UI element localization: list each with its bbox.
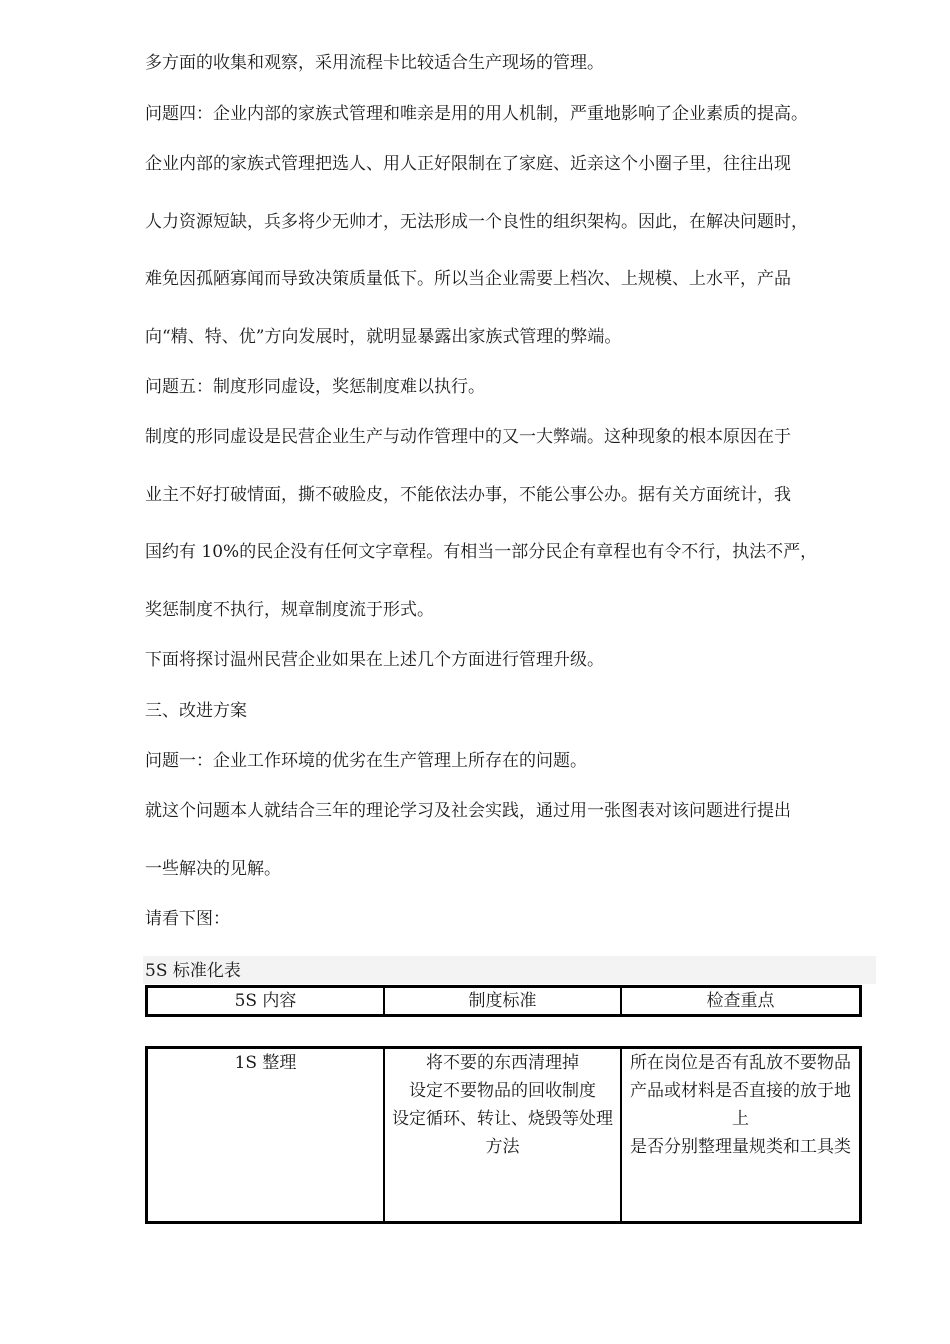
paragraph-line: 国约有 10%的民企没有任何文字章程。有相当一部分民企有章程也有令不行，执法不严， — [145, 542, 818, 562]
standard-table-header — [145, 985, 862, 1017]
paragraph-line: 企业内部的家族式管理把选人、用人正好限制在了家庭、近亲这个小圈子里，往往出现 — [145, 154, 791, 174]
paragraph-line: 奖惩制度不执行，规章制度流于形式。 — [145, 600, 434, 620]
paragraph-line: 制度的形同虚设是民营企业生产与动作管理中的又一大弊端。这种现象的根本原因在于 — [145, 427, 791, 447]
paragraph-line: 人力资源短缺，兵多将少无帅才，无法形成一个良性的组织架构。因此，在解决问题时， — [145, 212, 808, 232]
cell-standard: 将不要的东西清理掉 设定不要物品的回收制度 设定循环、转让、烧毁等处理方法 — [384, 1048, 621, 1222]
column-header-content: 5S 内容 — [147, 987, 384, 1015]
paragraph-line: 请看下图： — [145, 909, 230, 929]
paragraph-line: 多方面的收集和观察，采用流程卡比较适合生产现场的管理。 — [145, 53, 604, 73]
table-caption: 5S 标准化表 — [145, 961, 241, 981]
cell-5s-content: 1S 整理 — [147, 1048, 384, 1222]
table-row — [147, 1048, 860, 1222]
paragraph-line: 问题四：企业内部的家族式管理和唯亲是用的用人机制，严重地影响了企业素质的提高。 — [145, 104, 808, 124]
section-heading: 三、改进方案 — [145, 701, 247, 721]
paragraph-line: 下面将探讨温州民营企业如果在上述几个方面进行管理升级。 — [145, 650, 604, 670]
paragraph-line: 难免因孤陋寡闻而导致决策质量低下。所以当企业需要上档次、上规模、上水平，产品 — [145, 269, 791, 289]
column-header-check: 检查重点 — [621, 987, 860, 1015]
column-header-standard: 制度标准 — [384, 987, 621, 1015]
paragraph-line: 向“精、特、优”方向发展时，就明显暴露出家族式管理的弊端。 — [145, 327, 622, 347]
standard-table-body — [145, 1046, 862, 1224]
paragraph-line: 问题一：企业工作环境的优劣在生产管理上所存在的问题。 — [145, 751, 587, 771]
cell-check-points: 所在岗位是否有乱放不要物品 产品或材料是否直接的放于地上 是否分别整理量规类和工具类 — [621, 1048, 860, 1222]
table-caption-background — [143, 956, 876, 984]
paragraph-line: 问题五：制度形同虚设，奖惩制度难以执行。 — [145, 377, 485, 397]
paragraph-line: 业主不好打破情面，撕不破脸皮，不能依法办事，不能公事公办。据有关方面统计，我 — [145, 485, 791, 505]
paragraph-line: 一些解决的见解。 — [145, 859, 281, 879]
paragraph-line: 就这个问题本人就结合三年的理论学习及社会实践，通过用一张图表对该问题进行提出 — [145, 801, 791, 821]
